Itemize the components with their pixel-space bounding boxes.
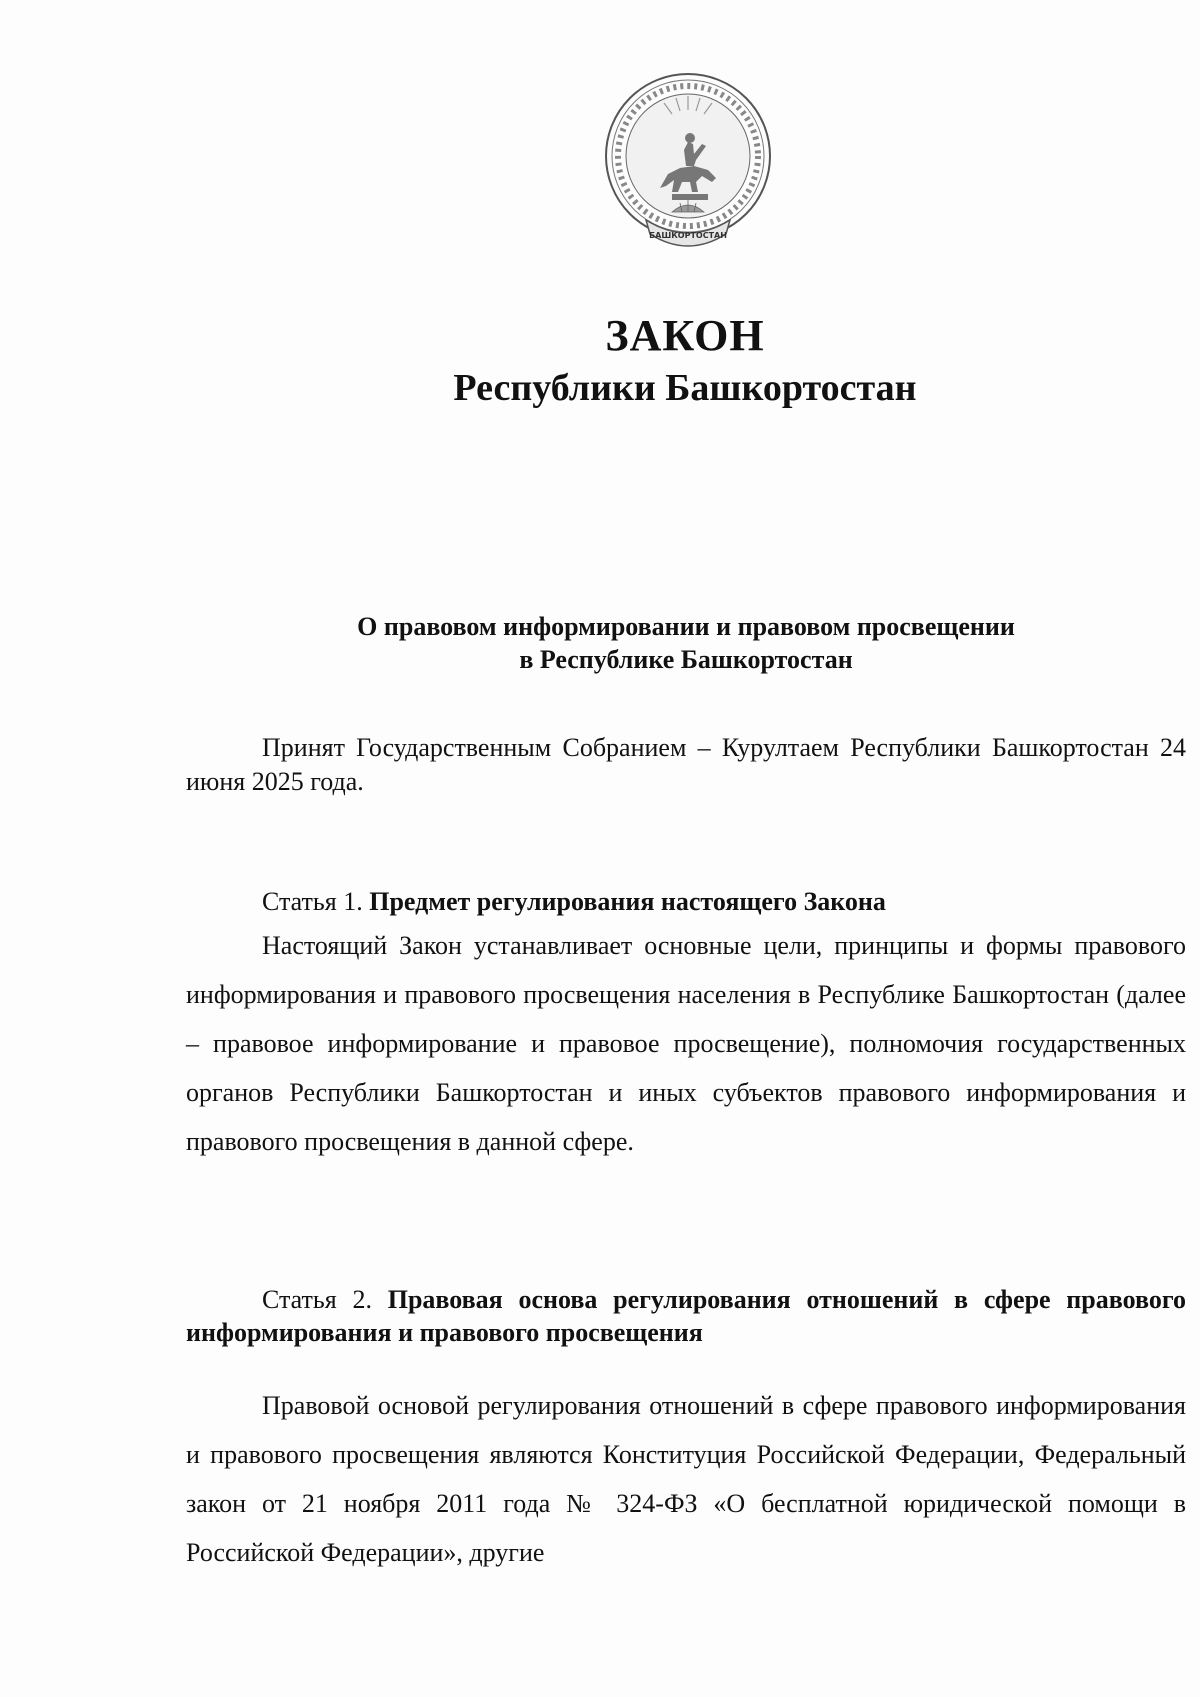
article-1-number: Статья 1. [262, 887, 363, 916]
article-2-number: Статья 2. [262, 1285, 372, 1314]
document-subtitle: Республики Башкортостан [453, 367, 917, 409]
article-1-text: Настоящий Закон устанавливает основные цели, принципы и формы правового информирования и правового просвещения населения в Республике Башкортостан (далее – правовое информирование и правовое просвещение), полномочия государственных органов Республики Башкортостан и иных субъектов правового информирования и правового просвещения в данной сфере. [186, 931, 1186, 1156]
emblem-ribbon-label: БАШКОРТОСТАН [649, 231, 727, 240]
article-2-heading [186, 1283, 1186, 1349]
coat-of-arms-emblem [598, 70, 778, 260]
adoption-note: Принят Государственным Собранием – Курултаем Республики Башкортостан 24 июня 2025 года. [186, 733, 1186, 796]
article-2-text: Правовой основой регулирования отношений в сфере правового информирования и правового просвещения являются Конституция Российской Федерации, Федеральный закон от 21 ноября 2011 года № 324-ФЗ «О бесплатной юридической помощи в Российской Федерации», другие [186, 1391, 1186, 1567]
document-title: ЗАКОН [605, 311, 765, 360]
subject-line-1: О правовом информировании и правовом просвещении [357, 612, 1015, 641]
article-1-heading [186, 885, 1186, 919]
article-1-title: Предмет регулирования настоящего Закона [369, 887, 886, 916]
subject-line-2: в Республике Башкортостан [519, 645, 853, 674]
law-subject-heading [186, 610, 1186, 676]
article-2-title: Правовая основа регулирования отношений в сфере правового информирования и правового просвещения [186, 1285, 1186, 1347]
